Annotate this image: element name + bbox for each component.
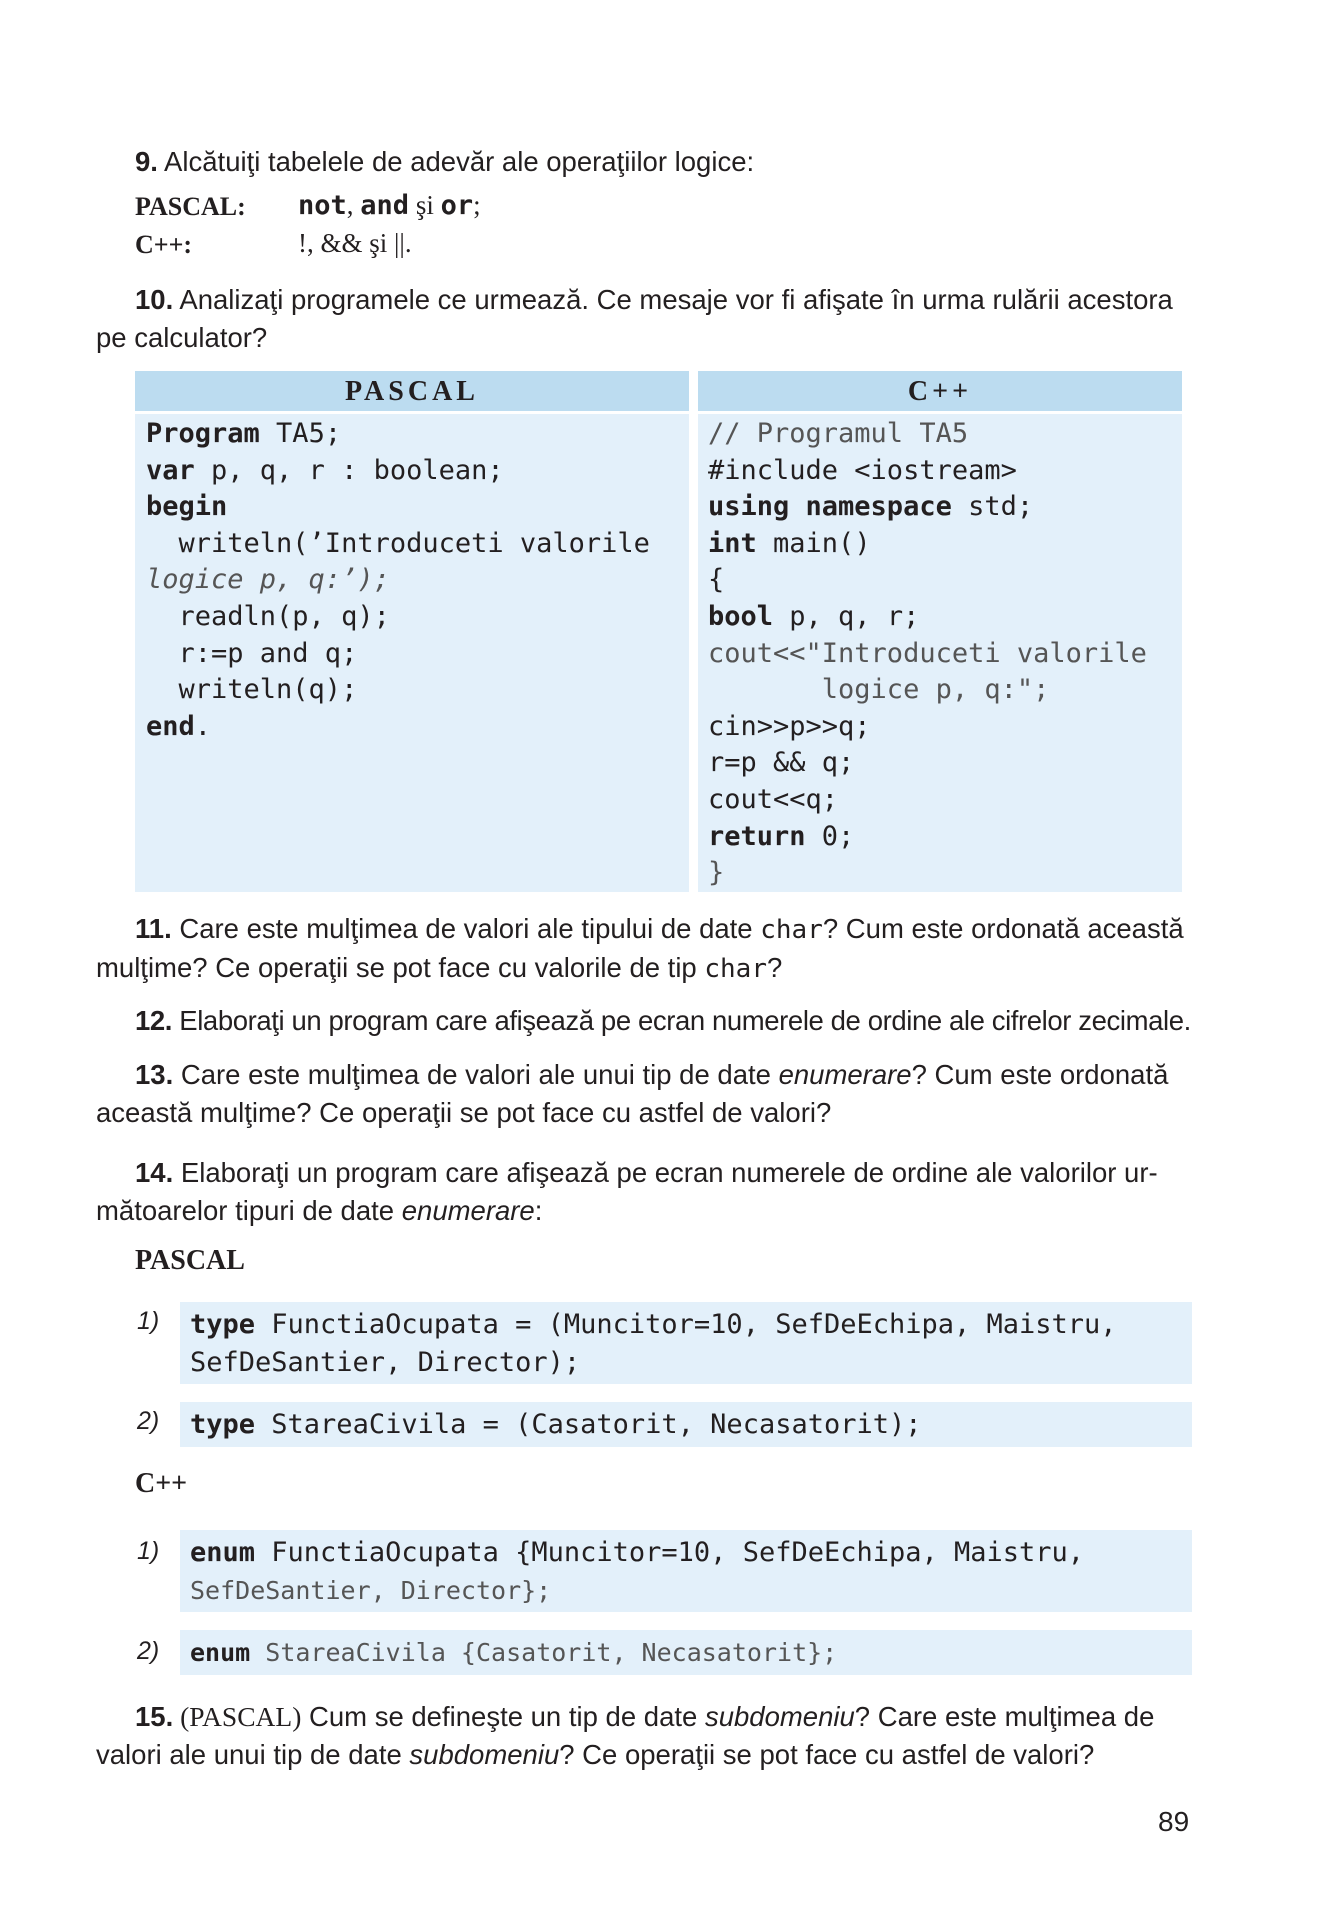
op-and: and <box>360 190 410 221</box>
code-line <box>708 416 1147 453</box>
code-line <box>708 562 1147 599</box>
code-text: . <box>194 710 212 742</box>
code-line <box>708 709 1147 746</box>
keyword: bool <box>708 600 774 632</box>
keyword: return <box>708 820 806 852</box>
question-text: Cum se defineşte un tip de date <box>301 1701 705 1732</box>
code-text: TA5; <box>259 418 342 449</box>
page-number: 89 <box>1158 1806 1190 1837</box>
question-text: ? Cum este ordonată această mulţime? Ce operaţii se pot face cu valorile de tip <box>96 913 1184 983</box>
question-number: 11. <box>135 913 172 944</box>
code-line <box>708 636 1147 673</box>
pascal-enum-2 <box>180 1402 1192 1447</box>
code-line <box>190 1344 1182 1382</box>
question-10 <box>96 281 1191 357</box>
code-text: r:=p and q; <box>146 637 358 669</box>
question-text: Alcătuiţi tabelele de adevăr ale operaţiilor logice: <box>157 146 755 177</box>
code-line <box>190 1306 1182 1344</box>
op-not: not <box>298 190 347 221</box>
question-11 <box>96 910 1191 988</box>
code-text: cin>>p>>q; <box>708 710 871 742</box>
code-text: r=p && q; <box>708 747 855 779</box>
cpp-enum-1 <box>180 1530 1192 1612</box>
code-text: } <box>708 857 725 889</box>
code-line <box>190 1634 1182 1672</box>
question-14 <box>96 1154 1191 1230</box>
code-text: cout<<q; <box>708 783 839 815</box>
pascal-column-header: PASCAL <box>135 371 689 411</box>
cpp-section-label: C++ <box>135 1468 188 1499</box>
pascal-ops <box>298 190 481 221</box>
question-text: ? <box>766 952 783 983</box>
question-number: 9. <box>135 146 158 177</box>
question-number: 13. <box>135 1059 174 1090</box>
keyword: int <box>708 527 757 559</box>
question-15 <box>96 1698 1191 1774</box>
question-text: Elaboraţi un program care afişează pe ecran numerele de ordine ale valorilor ur-mătoarelor tipuri de date <box>96 1157 1158 1226</box>
emphasis: subdomeniu <box>704 1701 855 1732</box>
code-text: StareaCivila = (Casatorit, Necasatorit); <box>255 1409 922 1440</box>
question-text: Care este mulţimea de valori ale unui tip de date <box>173 1059 779 1090</box>
item-number: 1) <box>137 1537 160 1565</box>
pascal-enum-1 <box>180 1302 1192 1384</box>
code-text: readln(p, q); <box>146 600 390 632</box>
code-text: main() <box>756 527 871 559</box>
code-line <box>708 819 1147 856</box>
keyword: enum <box>190 1638 251 1667</box>
code-line <box>146 636 650 673</box>
question-13 <box>96 1056 1191 1132</box>
code-text: // Programul TA5 <box>708 418 969 449</box>
code-line <box>146 453 650 490</box>
code-line <box>146 526 650 563</box>
question-text: Analizaţi programele ce urmează. Ce mesaje vor fi afişate în urma rulării acestora pe calculator? <box>96 284 1173 353</box>
cpp-ops: !, && şi ||. <box>298 228 412 258</box>
code-line <box>708 526 1147 563</box>
code-text: FunctiaOcupata {Muncitor=10, SefDeEchipa, Maistru, <box>255 1537 1085 1568</box>
item-number: 1) <box>137 1307 160 1335</box>
code-text: SefDeSantier, Director}; <box>190 1576 552 1605</box>
code-line <box>146 562 650 599</box>
question-text: ? Cum este ordonată această mulţime? Ce operaţii se pot face cu astfel de valori? <box>96 1059 1169 1128</box>
code-line <box>146 672 650 709</box>
code-text: writeln(’Introduceti valorile <box>146 527 650 559</box>
code-line <box>146 599 650 636</box>
item-number: 2) <box>137 1407 160 1435</box>
pascal-label: PASCAL: <box>135 192 246 221</box>
code-text: 0; <box>805 820 855 852</box>
code-line <box>146 709 650 746</box>
inline-code: char <box>760 915 823 945</box>
question-number: 15. <box>135 1701 174 1732</box>
question-9 <box>135 143 1185 181</box>
sep: şi <box>409 190 441 220</box>
question-number: 12. <box>135 1005 173 1036</box>
code-line <box>190 1572 1182 1610</box>
code-line <box>190 1534 1182 1572</box>
question-text: : <box>534 1195 543 1226</box>
code-text: logice p, q:’); <box>146 564 390 596</box>
code-text: p, q, r : boolean; <box>194 454 504 486</box>
question-text: ? Care este mulţimea de valori ale unui tip de date <box>96 1701 1155 1770</box>
question-number: 10. <box>135 284 174 315</box>
keyword: using namespace <box>708 491 952 523</box>
keyword: enum <box>190 1537 256 1568</box>
code-line <box>708 489 1147 526</box>
code-line <box>708 855 1147 892</box>
item-number: 2) <box>137 1637 160 1665</box>
cpp-code <box>708 416 1147 892</box>
keyword: Program <box>146 418 260 449</box>
pascal-code <box>146 416 650 745</box>
question-text: ? Ce operaţii se pot face cu astfel de valori? <box>559 1739 1095 1770</box>
keyword: type <box>190 1309 256 1340</box>
keyword: var <box>146 454 195 486</box>
sep: ; <box>473 190 481 220</box>
question-number: 14. <box>135 1157 174 1188</box>
keyword: end <box>146 710 195 742</box>
cpp-label: C++: <box>135 230 193 259</box>
code-text: cout<<"Introduceti valorile <box>708 637 1147 669</box>
code-line <box>190 1406 1182 1444</box>
code-text: { <box>708 564 725 596</box>
code-line <box>146 489 650 526</box>
code-text: logice p, q:"; <box>708 674 1050 706</box>
code-line <box>146 416 650 453</box>
emphasis: subdomeniu <box>409 1739 560 1770</box>
sep: , <box>346 190 361 220</box>
code-text: FunctiaOcupata = (Muncitor=10, SefDeEchipa, Maistru, <box>255 1309 1117 1340</box>
pascal-section-label: PASCAL <box>135 1245 245 1276</box>
code-line <box>708 782 1147 819</box>
code-line <box>708 745 1147 782</box>
code-text: SefDeSantier, Director); <box>190 1347 581 1378</box>
question-text: Elaboraţi un program care afişează pe ecran numerele de ordine ale cifrelor zecimale. <box>172 1005 1191 1036</box>
emphasis: enumerare <box>778 1059 912 1090</box>
code-text: StareaCivila {Casatorit, Necasatorit}; <box>250 1638 838 1667</box>
code-text: #include <iostream> <box>708 454 1017 486</box>
question-12 <box>135 1002 1195 1040</box>
code-line <box>708 672 1147 709</box>
keyword: type <box>190 1409 256 1440</box>
code-text: writeln(q); <box>146 674 358 706</box>
language-tag: (PASCAL) <box>173 1701 302 1732</box>
code-line <box>708 453 1147 490</box>
code-text: std; <box>951 491 1034 523</box>
code-text: p, q, r; <box>773 600 920 632</box>
op-or: or <box>440 190 474 221</box>
question-text: Care este mulţimea de valori ale tipului de date <box>171 913 761 944</box>
cpp-enum-2 <box>180 1630 1192 1675</box>
code-line <box>708 599 1147 636</box>
emphasis: enumerare <box>401 1195 535 1226</box>
cpp-column-header: C++ <box>698 371 1182 411</box>
inline-code: char <box>704 954 767 984</box>
keyword: begin <box>146 491 228 523</box>
